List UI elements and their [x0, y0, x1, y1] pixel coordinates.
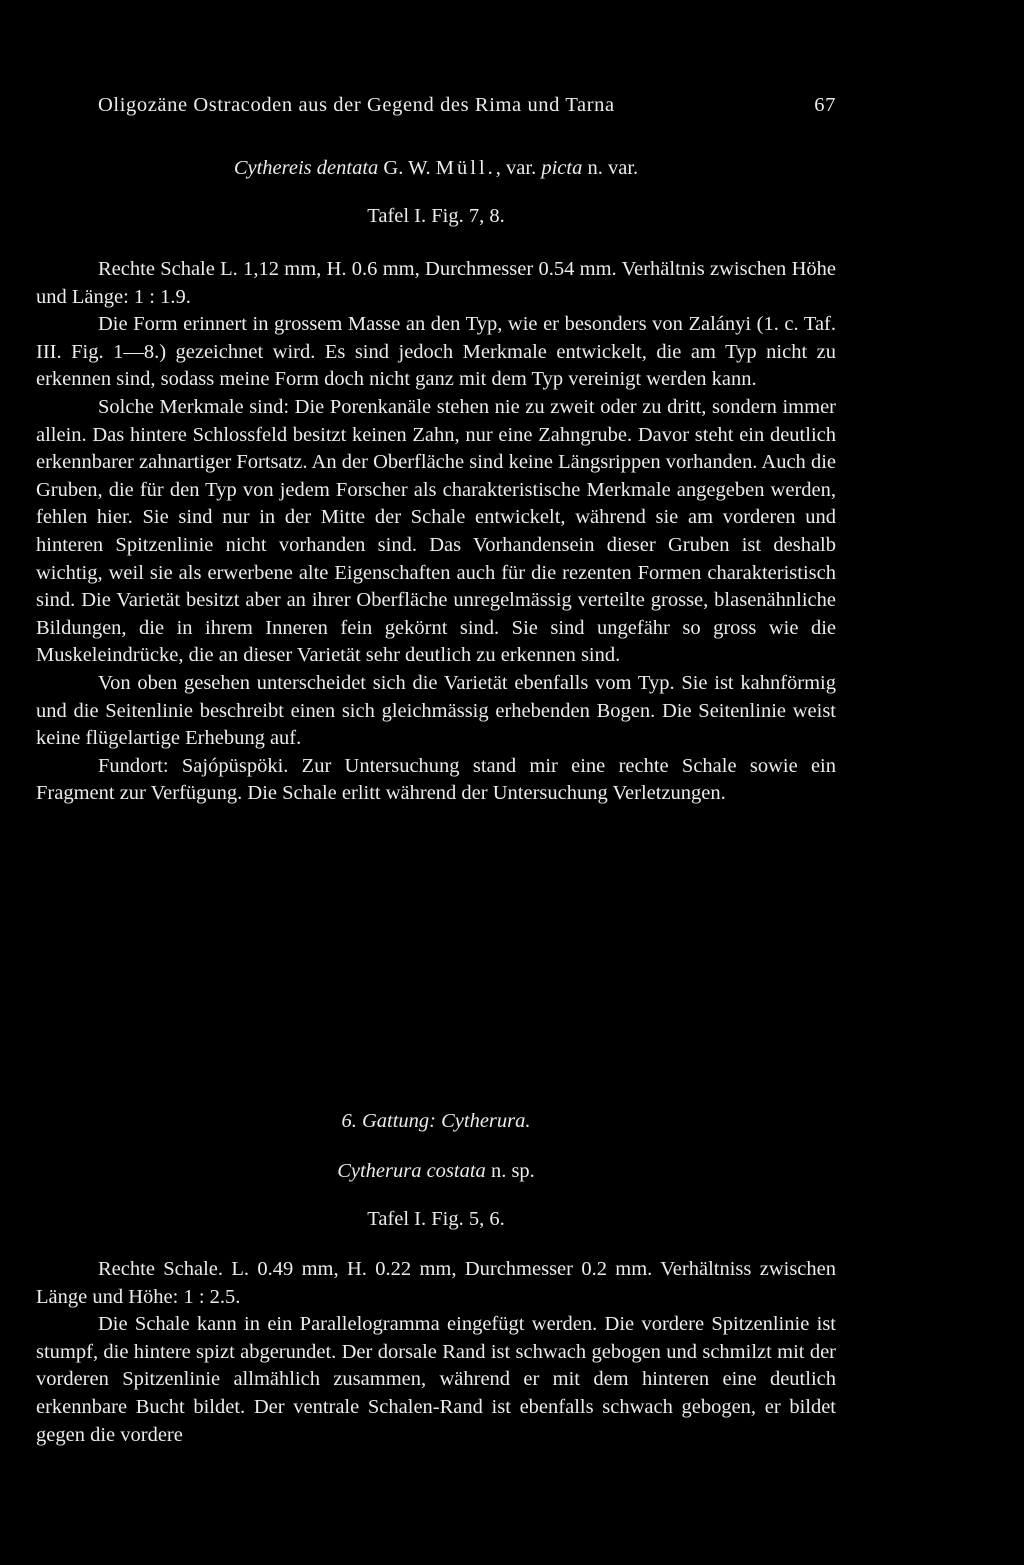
page-number: 67: [814, 94, 836, 116]
locality-paragraph: Fundort: Sajópüspöki. Zur Untersuchung stand mir eine rechte Schale sowie ein Fragment zur Verfügung. Die Schale erlitt während der Untersuchung Verletzungen.: [36, 754, 836, 805]
species-heading: [36, 157, 836, 180]
measurements-paragraph: Rechte Schale. L. 0.49 mm, H. 0.22 mm, Durchmesser 0.2 mm. Verhältniss zwischen Länge und Höhe: 1 : 2.5.: [36, 1258, 836, 1308]
species-description: [36, 1256, 836, 1449]
document-page: [36, 0, 836, 1565]
description-paragraph: Die Schale kann in ein Parallelogramma eingefügt werden. Die vordere Spitzenlinie ist stumpf, die hintere spizt abgerundet. Der dorsale Rand ist schwach gebogen und schmilzt mit der vorderen Spitzenlinie allmählich zusammen, während er mit dem hinteren eine deutlich erkennbare Bucht bildet. Der ventrale Schalen-Rand ist ebenfalls schwach gebogen, er bildet gegen die vordere: [36, 1313, 836, 1446]
plate-reference: Tafel I. Fig. 7, 8.: [367, 205, 505, 227]
variety-name: picta: [541, 157, 583, 179]
species-heading: [36, 1160, 836, 1183]
species-name: Cythereis dentata: [233, 157, 379, 179]
running-header: [98, 94, 836, 117]
species-author: G. W.: [383, 157, 431, 179]
species-name: Cytherura costata: [337, 1160, 486, 1182]
variety-suffix: n. var.: [587, 157, 639, 179]
description-paragraph: Von oben gesehen unterscheidet sich die Varietät ebenfalls vom Typ. Sie ist kahnförmig und die Seitenlinie beschreibt einen sich gleichmässig erhebenden Bogen. Die Seitenlinie weist keine flügelartige Erhebung auf.: [36, 671, 836, 750]
species-suffix: n. sp.: [490, 1160, 535, 1182]
genus-heading: 6. Gattung: Cytherura.: [341, 1110, 531, 1132]
measurements-paragraph: Rechte Schale L. 1,12 mm, H. 0.6 mm, Durchmesser 0.54 mm. Verhältnis zwischen Höhe und Länge: 1 : 1.9.: [36, 258, 836, 308]
running-title: Oligozäne Ostracoden aus der Gegend des Rima und Tarna: [98, 94, 615, 116]
species-author-abbrev: Müll.: [435, 157, 496, 179]
description-paragraph: Solche Merkmale sind: Die Porenkanäle stehen nie zu zweit oder zu dritt, sondern immer allein. Das hintere Schlossfeld besitzt keinen Zahn, nur eine Zahngrube. Davor steht ein deutlich erkennbarer zahnartiger Fortsatz. An der Oberfläche sind keine Längsrippen vorhanden. Auch die Gruben, die für den Typ von jedem Forscher als charakteristische Merkmale angegeben werden, fehlen hier. Sie sind nur in der Mitte der Schale entwickelt, während sie am vorderen und hinteren Spitzenlinie nicht vorhanden sind. Das Vorhandensein dieser Gruben ist deshalb wichtig, weil sie als erwerbene alte Eigenschaften auch für die rezenten Formen charakteristisch sind. Die Varietät besitzt aber an ihrer Oberfläche unregelmässig verteilte grosse, blasenähnliche Bildungen, die in ihrem Inneren fein gekörnt sind. Sie sind ungefähr so gross wie die Muskeleindrücke, die an dieser Varietät sehr deutlich zu erkennen sind.: [36, 395, 836, 667]
plate-reference: Tafel I. Fig. 5, 6.: [367, 1208, 505, 1230]
variety-prefix: , var.: [495, 157, 537, 179]
species-description: [36, 256, 836, 808]
description-paragraph: Die Form erinnert in grossem Masse an den Typ, wie er besonders von Zalányi (1. c. Taf. III. Fig. 1—8.) gezeichnet wird. Es sind jedoch Merkmale entwickelt, die am Typ nicht zu erkennen sind, sodass meine Form doch nicht ganz mit dem Typ vereinigt werden kann.: [36, 313, 836, 391]
